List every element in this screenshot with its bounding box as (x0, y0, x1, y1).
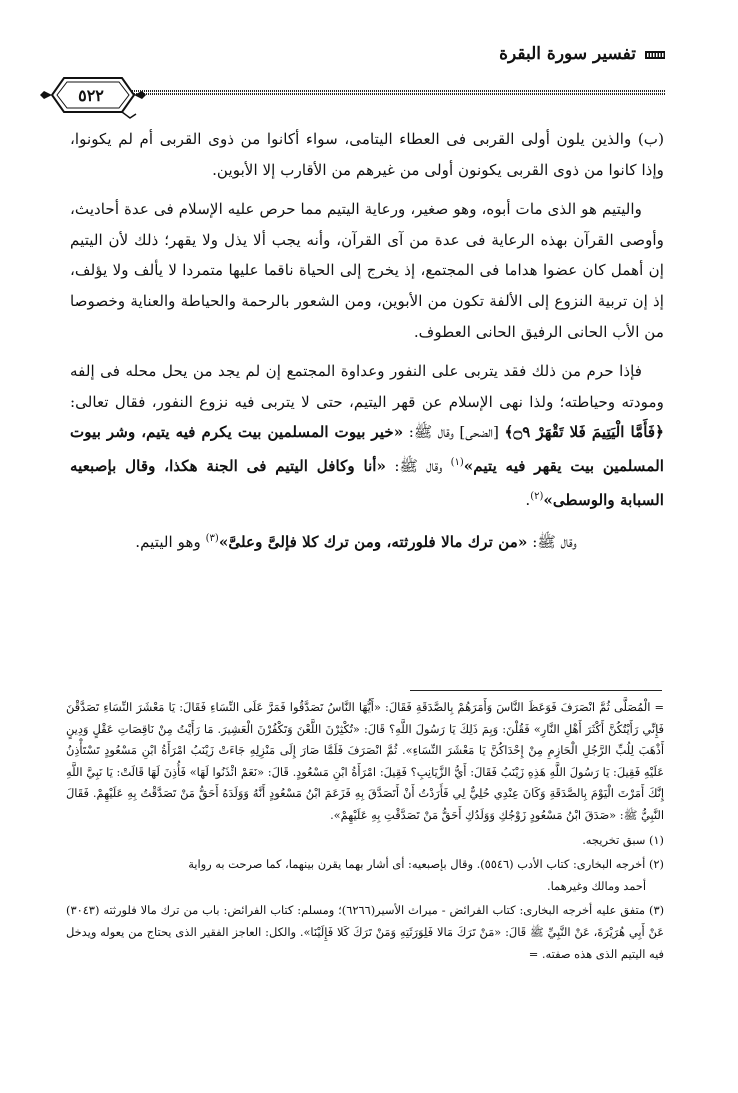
page-number-frame (34, 70, 146, 120)
running-title (499, 44, 666, 64)
main-text (70, 124, 664, 567)
hadith-quote-1: «خير بيوت المسلمين بيت يكرم فيه يتيم، وشر بيوت المسلمين بيت يقهر فيه يتيم» (70, 423, 664, 475)
footnote-1: (١) سبق تخريجه. (582, 832, 664, 847)
paragraph-2: واليتيم هو الذى مات أبوه، وهو صغير، ورعاية اليتيم مما حرص عليه الإسلام فى عدة أحاديث، وأوصى القرآن بهذه الرعاية فى عدة من آى القرآن، وأنه يجب ألا يذل ولا يقهر؛ ذلك لأن اليتيم إن أهمل كان عضوا هداما فى المجتمع، إذ يخرج إلى الحياة ناقما عليها متمردا لا يألف ولا يؤلف، إذ إن تربية النزوع إلى الألفة تكون من الأبوين، ومن الشعور بالرحمة والحياطة والعناية وخصوصا من الأب الحانى الرفيق الحانى العطوف. (70, 200, 664, 341)
footnote-2: (٢) أخرجه البخارى: كتاب الأدب (٥٥٤٦). وقال بإصبعيه: أى أشار بهما يقرن بينهما، كما صرحت به رواية أحمد ومالك وغيرهما. (188, 857, 664, 893)
footnote-3: (٣) متفق عليه أخرجه البخارى: كتاب الفرائض - ميراث الأسير(٦٢٦٦)؛ ومسلم: كتاب الفرائض: باب من ترك مالا فلورثته (٣٠٤٣) عَنْ أَبِي هُرَيْرَةَ، عَنْ النَّبِيِّ ﷺ قَالَ: «مَنْ تَرَكَ مَالا فَلِوَرَثَتِهِ وَمَنْ تَرَكَ كَلا فَإِلَيْنَا». والكل: العاجز الفقير الذى يحتاج من يعوله ويدخل فيه اليتيم الذى هذه صفته. = (66, 903, 665, 961)
footnote-ref-3: (٣) (205, 533, 219, 545)
page-number: ٥٢٢ (78, 86, 104, 105)
footnote-carryover: = الْمُصَلَّى ثُمَّ انْصَرَفَ فَوَعَظَ النَّاسَ وَأَمَرَهُمْ بِالصَّدَقَةِ فَقَالَ: «أَيُّهَا النَّاسُ تَصَدَّقُوا فَمَرَّ عَلَى النِّسَاءِ فَقَالَ: يَا مَعْشَرَ النِّسَاءِ تَصَدَّقْنَ فَإِنِّي رَأَيْتُكُنَّ أَكْثَرَ أَهْلِ النَّارِ» فَقُلْنَ: وَبِمَ ذَلِكَ يَا رَسُولَ اللَّهِ؟ قَالَ: «تُكْثِرْنَ اللَّعْنَ وَتَكْفُرْنَ الْعَشِيرَ. مَا رَأَيْتُ مِنْ نَاقِصَاتِ عَقْلٍ وَدِينٍ أَذْهَبَ لِلُبِّ الرَّجُلِ الْحَازِمِ مِنْ إِحْدَاكُنَّ يَا مَعْشَرَ النِّسَاءِ». ثُمَّ انْصَرَفَ فَلَمَّا صَارَ إِلَى مَنْزِلِهِ جَاءَتْ زَيْنَبُ امْرَأَةُ ابْنِ مَسْعُودٍ تَسْتَأْذِنُ عَلَيْهِ فَقِيلَ: يَا رَسُولَ اللَّهِ هَذِهِ زَيْنَبُ فَقَالَ: أَيُّ الزَّيَانِبِ؟ فَقِيلَ: امْرَأَةُ ابْنِ مَسْعُودٍ. قَالَ: «نَعَمْ ائْذَنُوا لَهَا» فَأُذِنَ لَهَا قَالَتْ: يَا نَبِيَّ اللَّهِ إِنَّكَ أَمَرْتَ الْيَوْمَ بِالصَّدَقَةِ وَكَانَ عِنْدِي حُلِيٌّ لِي فَأَرَدْتُ أَنْ أَتَصَدَّقَ بِهِ فَزَعَمَ ابْنُ مَسْعُودٍ أَنَّهُ وَوَلَدَهُ أَحَقُّ مَنْ تَصَدَّقْتُ بِهِ عَلَيْهِمْ. فَقَالَ النَّبِيُّ ﷺ: «صَدَقَ ابْنُ مَسْعُودٍ زَوْجُكِ وَوَلَدُكِ أَحَقُّ مَنْ تَصَدَّقْتِ بِهِ عَلَيْهِمْ». (66, 700, 664, 822)
paragraph-3: فإذا حرم من ذلك فقد يتربى على النفور وعداوة المجتمع إن لم يجد من يحل محله فى إلفه ومودته وحياطته؛ ولذا نهى الإسلام عن قهر اليتيم، حتى لا يتربى فيه نزوع النفور، فقال تعالى: ﴿فَأَمَّا الْيَتِيمَ فَلا تَقْهَرْ ۝٩﴾ [الضحى] وقال ﷺ: «خير بيوت المسلمين بيت يكرم فيه يتيم، وشر بيوت المسلمين بيت يقهر فيه يتيم»$^{(١)}$ وقال ﷺ: «أنا وكافل اليتيم فى الجنة هكذا، وقال بإصبعيه السبابة والوسطى»$^{(٢)}$. (70, 362, 664, 509)
footnote-ref-1: (١) (450, 456, 464, 468)
hadith-quote-2: «أنا وكافل اليتيم فى الجنة هكذا، وقال بإصبعيه السبابة والوسطى» (70, 457, 664, 509)
paragraph-4: وقال ﷺ: «من ترك مالا فلورثته، ومن ترك كلا فإلىَّ وعلىَّ»$^{(٣)}$ وهو اليتيم. (135, 533, 577, 552)
paragraph-1: (ب) والذين يلون أولى القربى فى العطاء اليتامى، سواء أكانوا من ذوى القربى أم لم يكونوا، وإذا كانوا من ذوى القربى يكونون أولى من غيرهم من الأقارب إلا الأبوين. (70, 130, 664, 179)
footnote-ref-2: (٢) (530, 490, 544, 502)
header-rule (70, 90, 666, 96)
ornament-icon (644, 47, 666, 61)
footnotes (66, 697, 664, 968)
hadith-quote-3: «من ترك مالا فلورثته، ومن ترك كلا فإلىَّ وعلىَّ» (218, 533, 528, 552)
running-title-text: تفسير سورة البقرة (499, 44, 636, 64)
quran-verse: ﴿فَأَمَّا الْيَتِيمَ فَلا تَقْهَرْ ۝٩﴾ (504, 423, 664, 442)
footnote-separator (410, 690, 662, 691)
page-header (70, 38, 666, 106)
